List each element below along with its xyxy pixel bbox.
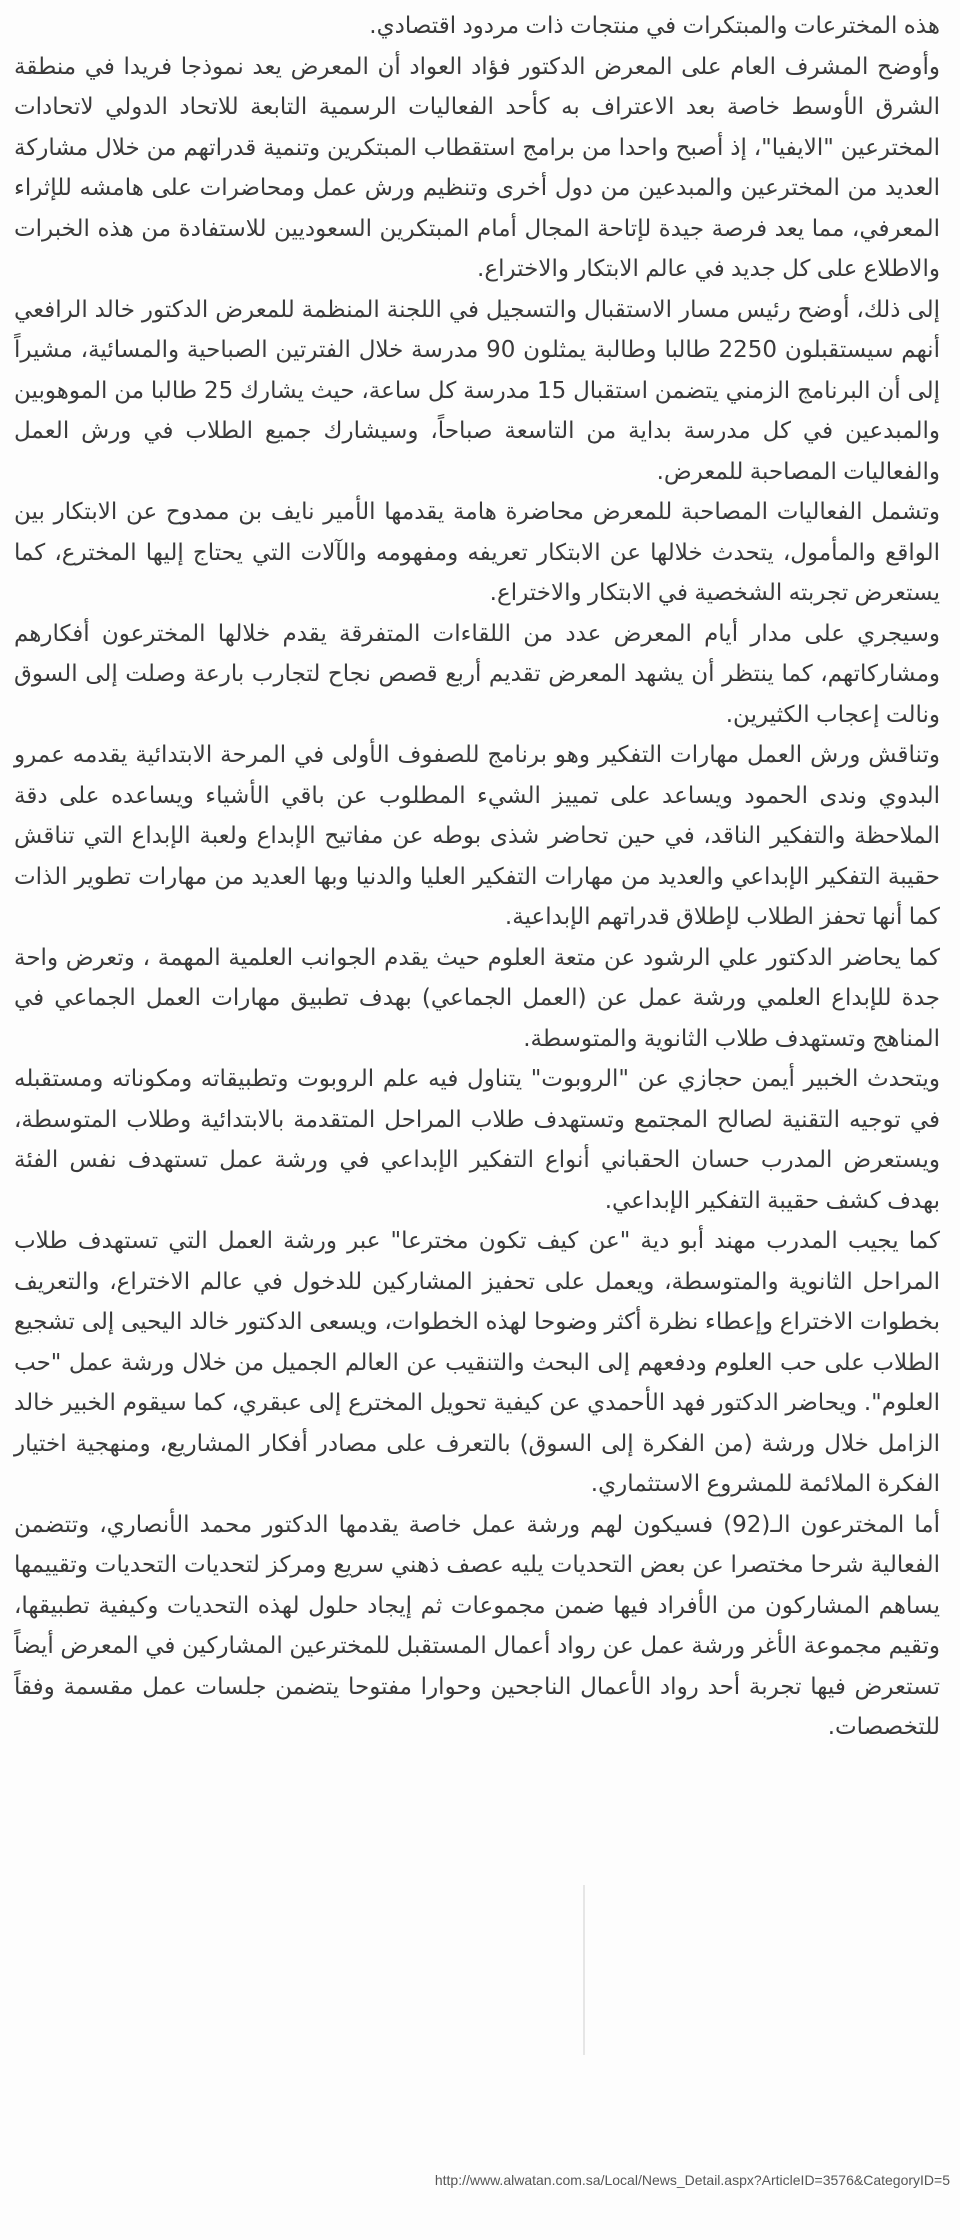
- article-body: [14, 6, 940, 1748]
- article-paragraph-5: وسيجري على مدار أيام المعرض عدد من اللقاءات المتفرقة يقدم خلالها المخترعون أفكارهم ومشاركاتهم، كما ينتظر أن يشهد المعرض تقديم أربع قصص نجاح لتجارب بارعة وصلت إلى السوق ونالت إعجاب الكثيرين.: [14, 620, 940, 728]
- article-paragraph-7: كما يحاضر الدكتور علي الرشود عن متعة العلوم حيث يقدم الجوانب العلمية المهمة ، وتعرض واحة جدة للإبداع العلمي ورشة عمل عن (العمل الجماعي) بهدف تطبيق مهارات العمل الجماعي في المناهج وتستهدف طلاب الثانوية والمتوسطة.: [14, 944, 940, 1052]
- article-paragraph-6: وتناقش ورش العمل مهارات التفكير وهو برنامج للصفوف الأولى في المرحة الابتدائية يقدمه عمرو البدوي وندى الحمود ويساعد على تمييز الشيء المطلوب عن باقي الأشياء ويساعده على دقة الملاحظة والتفكير الناقد، في حين تحاضر شذى بوطه عن مفاتيح الإبداع ولعبة الإبداع التي تناقش حقيبة التفكير الإبداعي والعديد من مهارات التفكير العليا والدنيا وبها العديد من مهارات تطوير الذات كما أنها تحفز الطلاب لإطلاق قدراتهم الإبداعية.: [14, 742, 940, 930]
- article-paragraph-8: ويتحدث الخبير أيمن حجازي عن "الروبوت" يتناول فيه علم الروبوت وتطبيقاته ومكوناته ومستقبله في توجيه التقنية لصالح المجتمع وتستهدف طلاب المراحل المتقدمة بالابتدائية وطلاب المتوسطة، ويستعرض المدرب حسان الحقباني أنواع التفكير الإبداعي في ورشة عمل تستهدف نفس الفئة بهدف كشف حقيبة التفكير الإبداعي.: [14, 1066, 940, 1214]
- article-paragraph-4: وتشمل الفعاليات المصاحبة للمعرض محاضرة هامة يقدمها الأمير نايف بن ممدوح عن الابتكار بين الواقع والمأمول، يتحدث خلالها عن الابتكار تعريفه ومفهومه والآلات التي يحتاج إليها المخترع، كما يستعرض تجربته الشخصية في الابتكار والاختراع.: [14, 499, 940, 606]
- article-paragraph-1: هذه المخترعات والمبتكرات في منتجات ذات مردود اقتصادي.: [369, 13, 940, 39]
- article-paragraph-10: أما المخترعون الـ(92) فسيكون لهم ورشة عمل خاصة يقدمها الدكتور محمد الأنصاري، وتتضمن الفعالية شرحا مختصرا عن بعض التحديات يليه عصف ذهني سريع ومركز لتحديات التحديات وتقييمها يساهم المشاركون من الأفراد فيها ضمن مجموعات ثم إيجاد حلول لهذه التحديات وكيفية تطبيقها، وتقيم مجموعة الأغر ورشة عمل عن رواد أعمال المستقبل للمخترعين المشاركين في المعرض أيضاً تستعرض فيها تجربة أحد رواد الأعمال الناجحين وحوارا مفتوحا يتضمن جلسات عمل مقسمة وفقاً للتخصصات.: [14, 1511, 940, 1740]
- article-paragraph-2: وأوضح المشرف العام على المعرض الدكتور فؤاد العواد أن المعرض يعد نموذجا فريدا في منطقة الشرق الأوسط خاصة بعد الاعتراف به كأحد الفعاليات الرسمية التابعة للاتحاد الدولي لاتحادات المخترعين "الايفيا"، إذ أصبح واحدا من برامج استقطاب المبتكرين وتنمية قدراتهم من خلال مشاركة العديد من المخترعين والمبدعين من دول أخرى وتنظيم ورش عمل ومحاضرات على هامشه للإثراء المعرفي، مما يعد فرصة جيدة لإتاحة المجال أمام المبتكرين السعوديين للاستفادة من هذه الخبرات والاطلاع على كل جديد في عالم الابتكار والاختراع.: [14, 53, 940, 282]
- scan-artifact-line: [583, 1885, 585, 2055]
- article-paragraph-3: إلى ذلك، أوضح رئيس مسار الاستقبال والتسجيل في اللجنة المنظمة للمعرض الدكتور خالد الرافعي أنهم سيستقبلون 2250 طالبا وطالبة يمثلون 90 مدرسة خلال الفترتين الصباحية والمسائية، مشيراً إلى أن البرنامج الزمني يتضمن استقبال 15 مدرسة كل ساعة، حيث يشارك 25 طالبا من الموهوبين والمبدعين في كل مدرسة بداية من التاسعة صباحاً، وسيشارك جميع الطلاب في ورش العمل والفعاليات المصاحبة للمعرض.: [14, 296, 941, 485]
- article-paragraph-9: كما يجيب المدرب مهند أبو دية "عن كيف تكون مخترعا" عبر ورشة العمل التي تستهدف طلاب المراحل الثانوية والمتوسطة، ويعمل على تحفيز المشاركين للدخول في عالم الاختراع، والتعريف بخطوات الاختراع وإعطاء نظرة أكثر وضوحا لهذه الخطوات، ويسعى الدكتور خالد اليحيى إلى تشجيع الطلاب على حب العلوم ودفعهم إلى البحث والتنقيب عن العالم الجميل من خلال ورشة عمل "حب العلوم". ويحاضر الدكتور فهد الأحمدي عن كيفية تحويل المخترع إلى عبقري، كما سيقوم الخبير خالد الزامل خلال ورشة (من الفكرة إلى السوق) بالتعرف على مصادر أفكار المشاريع، ومنهجية اختيار الفكرة الملائمة للمشروع الاستثماري.: [14, 1228, 940, 1497]
- source-url: http://www.alwatan.com.sa/Local/News_Detail.aspx?ArticleID=3576&CategoryID=5: [434, 2172, 950, 2188]
